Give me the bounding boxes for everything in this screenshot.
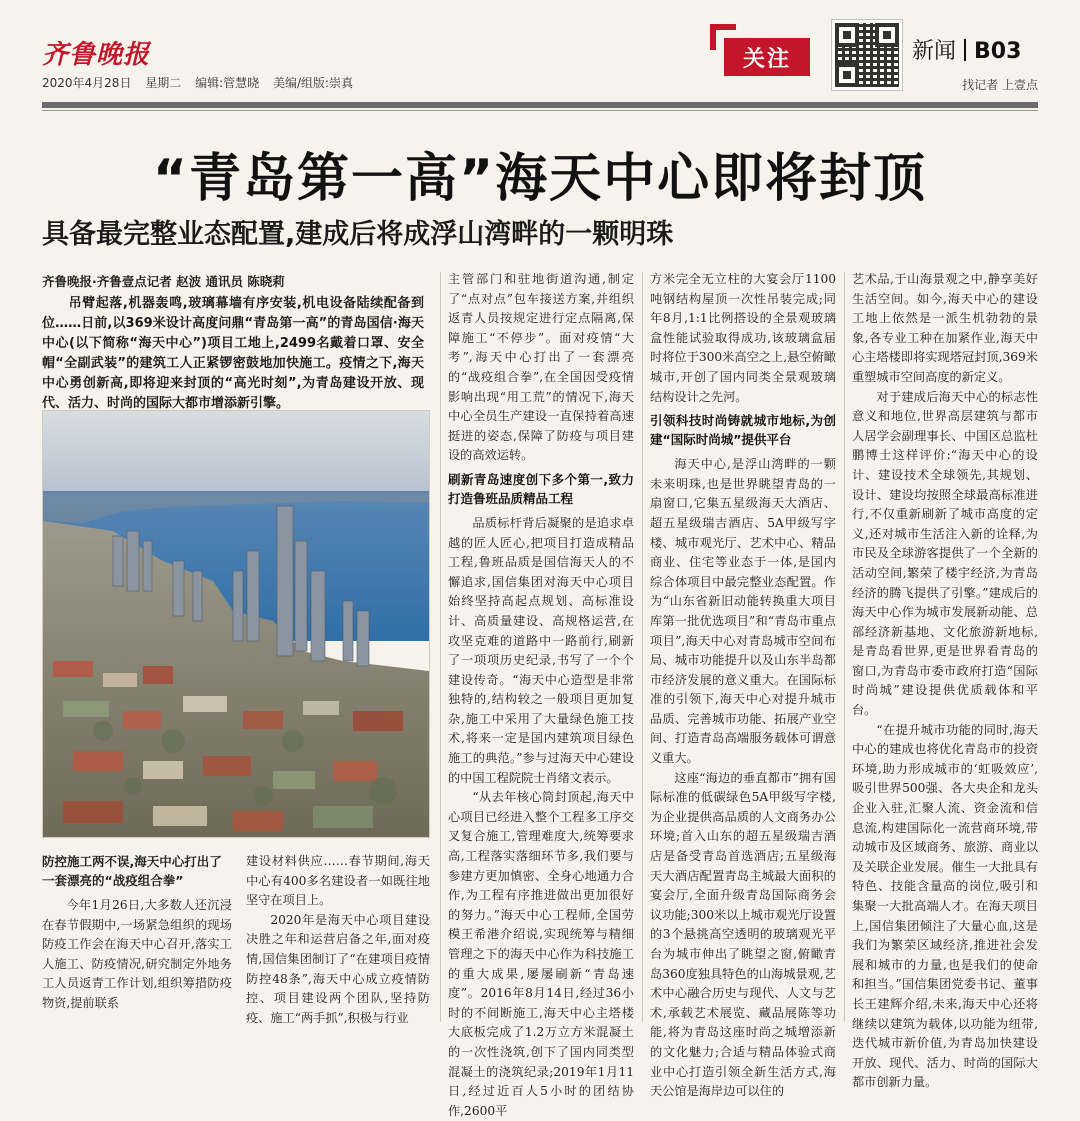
page-subtitle: 具备最完整业态配置,建成后将成浮山湾畔的一颗明珠	[42, 219, 674, 250]
masthead-rule-thin	[42, 110, 1038, 111]
masthead	[42, 20, 1038, 106]
issue-weekday: 星期二	[145, 76, 182, 90]
paragraph: 艺术品,于山海景观之中,静享美好生活空间。如今,海天中心的建设工地上依然是一派生机勃勃的景象,各专业工种在加紧作业,海天中心主塔楼即将实现塔冠封顶,369米重塑城市空间高度的新定义。	[852, 272, 1038, 384]
column-divider	[642, 272, 643, 1022]
paragraph: 建设材料供应……春节期间,海天中心有400多名建设者一如既往地坚守在项目上。	[246, 854, 430, 908]
paragraph: “从去年核心筒封顶起,海天中心项目已经进入整个工程多工序交叉复合施工,管理难度大,统筹要求高,工程落实落细环节多,我们要与参建方更加慎密、全身心地通力合作,为工程有序推进做出更加很好的努力。”海天中心工程师,全国劳模王希港介绍说,实现统筹与精细管理之下的海天中心作为科技施工的重大成果,屡屡刷新“青岛速度”。2016年8月14日,经过36小时的不间断施工,海天中心主塔楼大底板完成了1.2万立方米混凝土的一次性浇筑,创下了国内同类型混凝土的浇筑纪录;2019年1月11日,经过近百人5小时的团结协作,2600平	[448, 790, 634, 1118]
paragraph: 这座“海边的垂直都市”拥有国际标准的低碳绿色5A甲级写字楼,为企业提供高品质的人文商务办公环境;首入山东的超五星级瑞吉酒店是备受青岛首选酒店;五星级海天大酒店配置青岛主城最大面积的宴会厅,全面升级青岛国际商务会议功能;300米以上城市观光厅设置的3个悬挑高空透明的玻璃观光平台为城市伸出了眺望之窗,俯瞰青岛360度独具特色的山海城景观,艺术中心融合历史与现代、人文与艺术,承载艺术展览、藏品展陈等功能,将为青岛这座时尚之城增添新的文化魅力;合适与精品体验式商业中心打造引领全新生活方式,海天公馆是海岸边可以住的	[650, 770, 836, 1099]
section-name: 新闻	[912, 39, 957, 64]
contact-line: 找记者 上壹点	[962, 78, 1038, 92]
paragraph: 今年1月26日,大多数人还沉浸在春节假期中,一场紧急组织的现场防疫工作会在海天中心召开,落实工人施工、防疫情况,研究制定外地务工人员返青工作计划,组织筹措防疫物资,提前联系	[42, 898, 232, 1010]
section-label	[912, 34, 1021, 65]
section-heading: 刷新青岛速度创下多个第一,致力打造鲁班品质精品工程	[448, 471, 634, 506]
editor-credit: 编辑:管慧晓	[195, 76, 260, 90]
paragraph: 主管部门和驻地街道沟通,制定了“点对点”包车接送方案,并组织返青人员按规定进行定点隔离,保障施工“不停步”。面对疫情“大考”,海天中心打出了一套漂亮的“战疫组合拳”,在全国因受疫情影响出现“用工荒”的情况下,海天中心全员生产建设一直保持着高速挺进的姿态,保障了防疫与项目建设的高效运转。	[448, 272, 634, 463]
paragraph: “在提升城市功能的同时,海天中心的建成也将优化青岛市的投资环境,助力形成城市的‘虹吸效应’,吸引世界500强、各大央企和龙头企业入驻,汇聚人流、资金流和信息流,构建国际化一流营商环境,带动城市及区域商务、旅游、商业以及关联企业发展。催生一大批具有特色、技能含量高的岗位,吸引和集聚一大批高端人才。在海天项目上,国信集团倾注了大量心血,这是我们为繁荣区域经济,推进社会发展和城市的力量,也是我们的使命和担当。”国信集团党委书记、董事长王建辉介绍,未来,海天中心还将继续以建筑为载体,以功能为纽带,迭代城市新价值,为青岛加快建设开放、现代、活力、时尚的国际大都市创新力量。	[852, 722, 1038, 1090]
section-heading: 引领科技时尚铸就城市地标,为创建“国际时尚城”提供平台	[650, 413, 836, 448]
lead-text: 吊臂起落,机器轰鸣,玻璃幕墙有序安装,机电设备陆续配备到位……日前,以369米设计高度问鼎“青岛第一高”的青岛国信·海天中心(以下简称“海天中心”)项目工地上,2499名戴着口罩、安全帽“全副武装”的建筑工人正紧锣密鼓地加快施工。疫情之下,海天中心勇创新高,即将迎来封顶的“高光时刻”,为青岛建设开放、现代、活力、时尚的国际大都市增添新引擎。	[42, 296, 424, 411]
aerial-city-photo	[42, 410, 430, 838]
dateline	[42, 74, 363, 91]
article-column-e	[852, 270, 1038, 1090]
column-divider	[440, 272, 441, 1022]
photo-caption: 防控施工两不误,海天中心打出了一套漂亮的“战疫组合拳”	[42, 854, 222, 888]
article-column-d	[650, 270, 836, 1099]
article-column-b	[246, 852, 430, 1026]
lead-paragraph	[42, 294, 424, 414]
paragraph: 对于建成后海天中心的标志性意义和地位,世界高层建筑与都市人居学会副理事长、中国区总监杜鹏博士这样评价:“海天中心的设计、建设技术全球领先,其规划、设计、建设均按照全球最高标准进行,不仅重新刷新了城市高度的定义,还对城市生活注入新的诠释,为市民及全球游客提供了一个全新的活动空间,繁荣了楼宇经济,为青岛经济的腾飞提供了引擎。”建成后的海天中心作为城市发展新动能、总部经济新基地、文化旅游新地标,是青岛看世界,更是世界看青岛的窗口,为青岛市委市政府打造“国际时尚城”建设提供优质载体和平台。	[852, 389, 1038, 718]
aerial-photo-drawing	[43, 411, 429, 837]
newspaper-logo: 齐鲁晚报	[42, 40, 151, 70]
art-credit: 美编/组版:崇真	[273, 76, 354, 90]
article-column-a	[42, 896, 232, 1026]
paragraph: 品质标杆背后凝聚的是追求卓越的匠人匠心,把项目打造成精品工程,鲁班品质是国信海天人的不懈追求,国信集团对海天中心项目始终坚持高起点规划、高标准设计、高质量建设、高规格运营,在攻坚克难的道路中一路前行,刷新了一项项历史纪录,书写了一个个建设传奇。“海天中心造型是非常独特的,结构较之一般项目更加复杂,施工中采用了大量绿色施工技术,将来一定是国内建筑项目绿色施工的典范。”参与过海天中心建设的中国工程院院士肖绪文表示。	[448, 515, 634, 785]
byline: 齐鲁晚报·齐鲁壹点记者 赵波 通讯员 陈晓莉	[42, 274, 285, 289]
page-title: “青岛第一高”海天中心即将封顶	[152, 149, 928, 209]
masthead-rule	[42, 102, 1038, 108]
issue-date: 2020年4月28日	[42, 76, 132, 90]
paragraph: 方米完全无立柱的大宴会厅1100吨钢结构屋顶一次性吊装完成;同年8月,1:1比例搭设的全景观玻璃盒性能试验取得成功,该玻璃盒届时将位于300米高空之上,悬空俯瞰城市,开创了国内同类全景观玻璃结构设计之先河。	[650, 272, 836, 404]
column-divider	[844, 272, 845, 1022]
column-tag	[710, 24, 814, 80]
paragraph: 海天中心,是浮山湾畔的一颗未来明珠,也是世界眺望青岛的一扇窗口,它集五星级海天大酒店、超五星级瑞吉酒店、5A甲级写字楼、城市观光厅、艺术中心、精品商业、住宅等业态于一体,是国内综合体项目中最完整业态配置。作为“山东省新旧动能转换重大项目库第一批优选项目”和“青岛市重点项目”,海天中心对青岛城市空间布局、城市功能提升以及山东半岛都市经济发展的意义重大。在国际标准的引领下,海天中心对提升城市品质、完善城市功能、拓展产业空间、打造青岛高端服务载体可谓意义重大。	[650, 457, 836, 766]
paragraph: 2020年是海天中心项目建设决胜之年和运营启备之年,面对疫情,国信集团制订了“在建项目疫情防控48条”,海天中心成立疫情防控、项目建设两个团队,坚持防疫、施工“两手抓”,积极与行业	[246, 912, 430, 1025]
page-code: B03	[974, 39, 1022, 64]
column-tag-label: 关注	[724, 38, 810, 76]
article-column-c	[448, 270, 634, 1118]
qr-code-icon	[832, 20, 902, 90]
